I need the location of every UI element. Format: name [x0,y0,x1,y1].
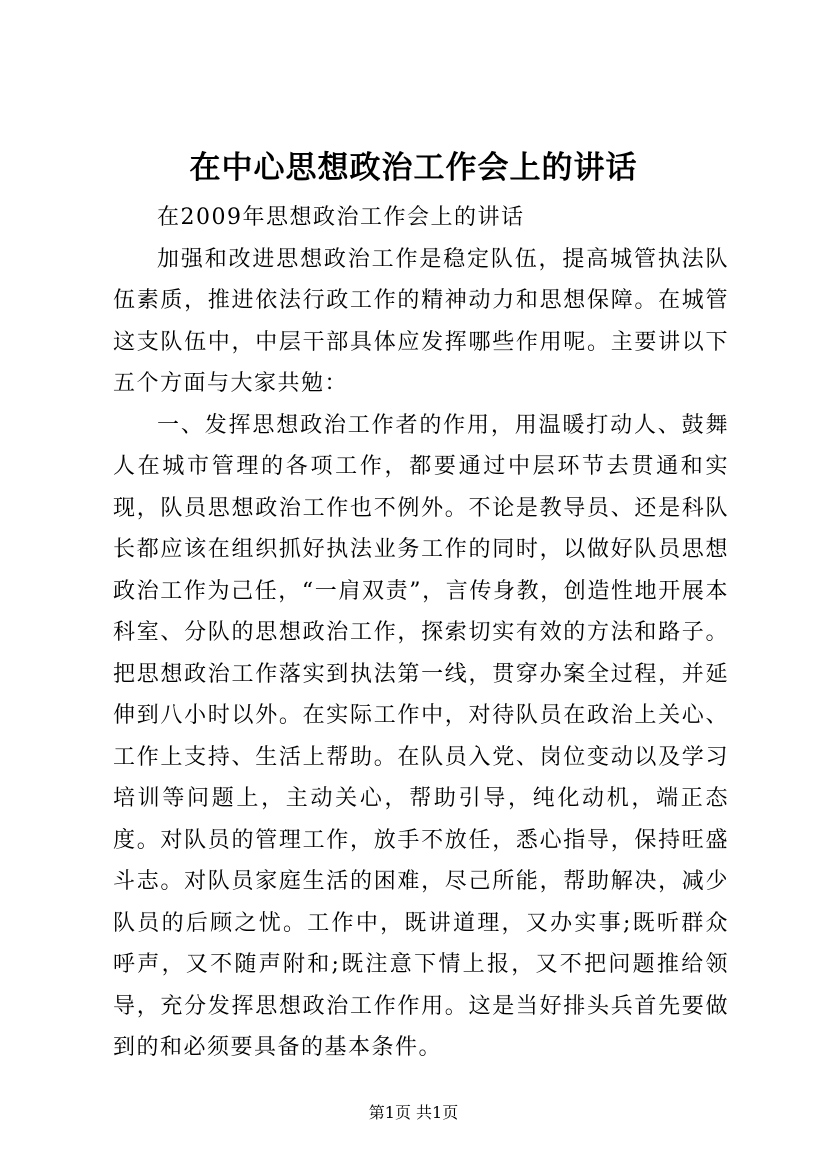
document-body [113,197,729,1069]
subtitle-paragraph: 在2009年思想政治工作会上的讲话 [157,205,525,230]
section-one-paragraph: 一、发挥思想政治工作者的作用，用温暖打动人、鼓舞人在城市管理的各项工作，都要通过中层环节去贯通和实现，队员思想政治工作也不例外。不论是教导员、还是科队长都应该在组织抓好执法业务工作的同时，以做好队员思想政治工作为己任，“一肩双责”，言传身教，创造性地开展本科室、分队的思想政治工作，探索切实有效的方法和路子。把思想政治工作落实到执法第一线，贯穿办案全过程，并延伸到八小时以外。在实际工作中，对待队员在政治上关心、工作上支持、生活上帮助。在队员入党、岗位变动以及学习培训等问题上，主动关心，帮助引导，纯化动机，端正态度。对队员的管理工作，放手不放任，悉心指导，保持旺盛斗志。对队员家庭生活的困难，尽己所能，帮助解决，减少队员的后顾之忧。工作中，既讲道理，又办实事;既听群众呼声，又不随声附和;既注意下情上报，又不把问题推给领导，充分发挥思想政治工作作用。这是当好排头兵首先要做到的和必须要具备的基本条件。 [113,412,729,1060]
page-number-footer: 第1页 共1页 [368,1103,459,1122]
intro-paragraph: 加强和改进思想政治工作是稳定队伍，提高城管执法队伍素质，推进依法行政工作的精神动力和思想保障。在城管这支队伍中，中层干部具体应发挥哪些作用呢。主要讲以下五个方面与大家共勉： [113,246,729,396]
document-title: 在中心思想政治工作会上的讲话 [189,150,638,186]
